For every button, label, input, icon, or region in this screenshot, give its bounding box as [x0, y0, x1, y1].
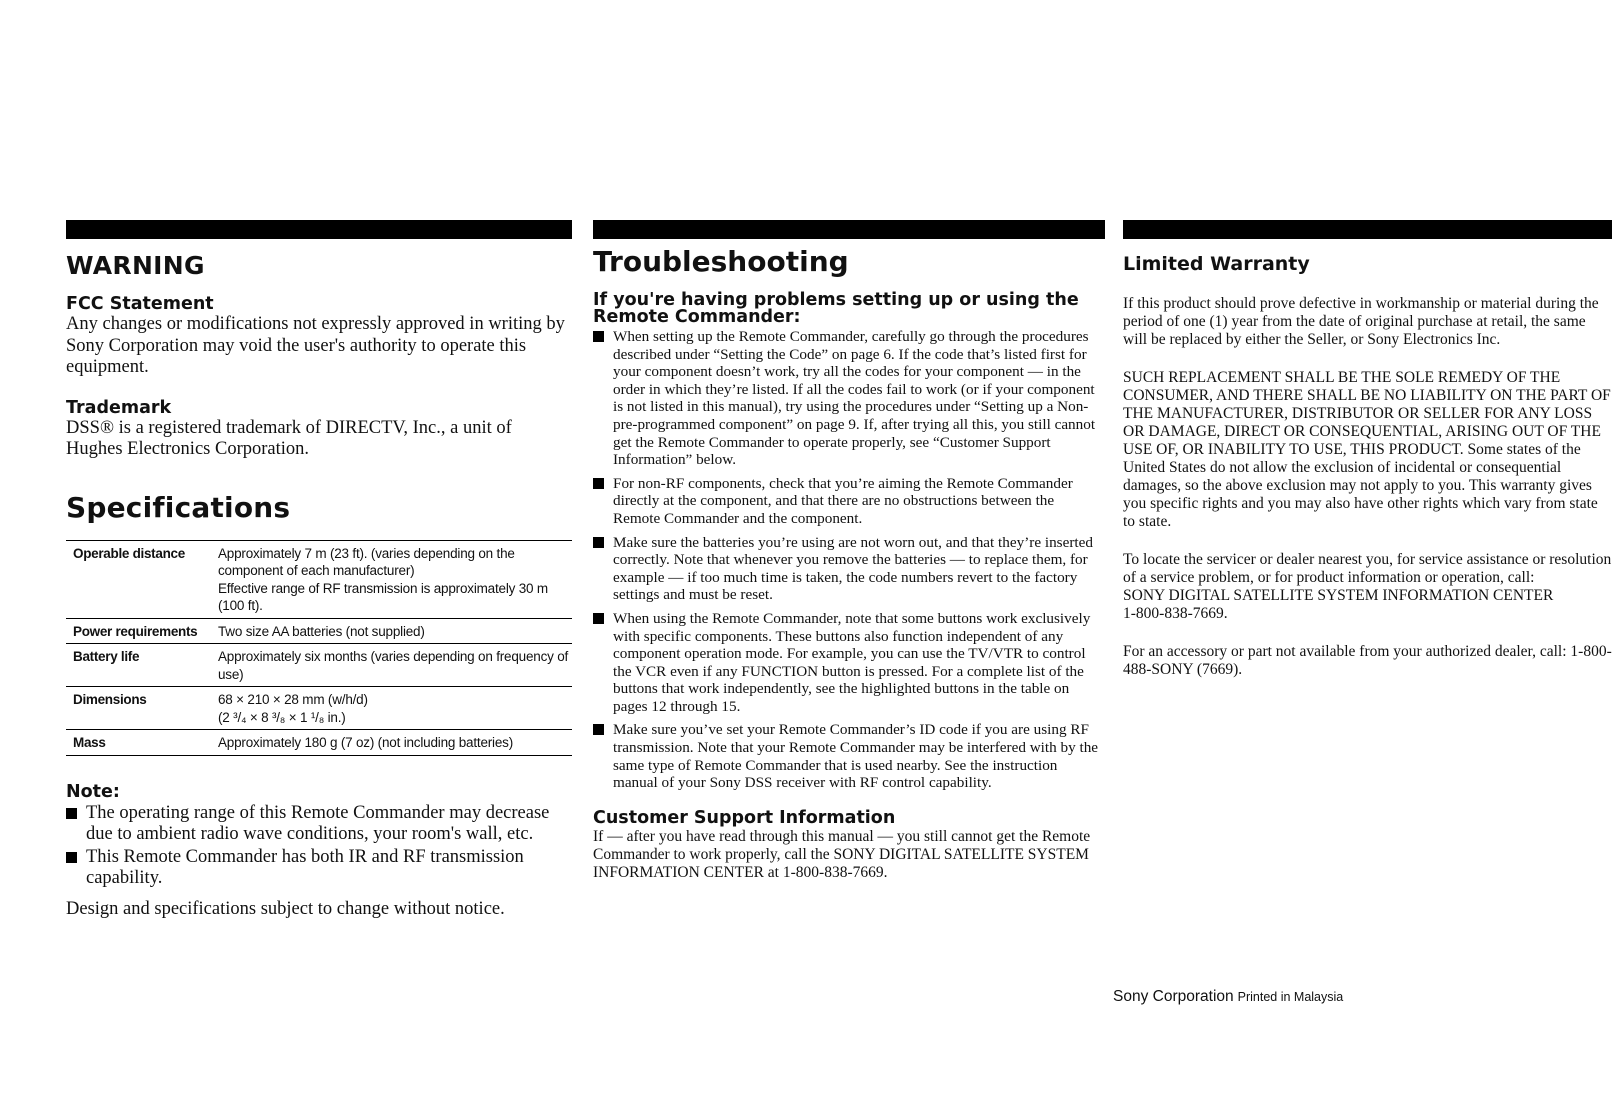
footer [1113, 988, 1343, 1006]
list-item [593, 475, 1105, 528]
table-row [66, 618, 572, 644]
item-text: For non-RF components, check that you’re aiming the Remote Commander directly at the component, and that there are no obstructions between the Remote Commander and the component. [613, 474, 1073, 527]
note-list [66, 803, 572, 890]
right-column [1123, 220, 1612, 679]
note-text: The operating range of this Remote Commander may decrease due to ambient radio wave conditions, your room's wall, etc. [86, 802, 550, 844]
warranty-paragraph: If this product should prove defective in workmanship or material during the period of one (1) year from the date of original purchase at retail, the same will be replaced by either the Seller, or Sony Electronics Inc. [1123, 295, 1599, 348]
note-text: This Remote Commander has both IR and RF transmission capability. [86, 846, 524, 888]
spec-label: Mass [66, 730, 218, 756]
item-text: When setting up the Remote Commander, carefully go through the procedures described under “Setting the Code” on page 6. If the code that’s listed first for your component doesn’t work, try all the codes for your component — in the order in which they’re listed. If all the codes fail to work (or if your component is not listed in this manual), try using the procedures under “Setting up a Non-pre-programmed component” on page 9. If, after trying all this, you still cannot get the Remote Commander to operate properly, see “Customer Support Information” below. [613, 328, 1096, 469]
troubleshooting-subtitle: If you're having problems setting up or using the Remote Commander: [593, 290, 1079, 327]
specifications-title: Specifications [66, 490, 291, 524]
list-item [593, 721, 1105, 791]
bullet-square-icon [593, 331, 604, 342]
spec-label: Dimensions [66, 687, 218, 730]
bullet-square-icon [593, 537, 604, 548]
spec-value-line: Approximately six months (varies depending on frequency of use) [218, 649, 569, 682]
list-item [593, 328, 1105, 469]
section-bar [1123, 220, 1612, 239]
spec-value [218, 687, 572, 730]
spec-label: Operable distance [66, 540, 218, 618]
item-text: When using the Remote Commander, note that some buttons work exclusively with specific components. These buttons also function independent of any component operation mode. For example, you can use the TV/VTR to control the VCR even if any FUNCTION button is pressed. For a complete list of the buttons that work independently, see the highlighted buttons in the table on pages 12 through 15. [613, 609, 1091, 715]
spec-value-line: Two size AA batteries (not supplied) [218, 623, 425, 639]
fcc-title: FCC Statement [66, 294, 214, 314]
bullet-square-icon [593, 478, 604, 489]
table-row [66, 730, 572, 756]
trademark-title: Trademark [66, 397, 172, 418]
warranty-paragraph: To locate the servicer or dealer nearest you, for service assistance or resolution of a service problem, or for product information or operation, call: [1123, 551, 1612, 586]
warning-title: WARNING [66, 251, 205, 280]
company-name: Sony Corporation [1113, 988, 1234, 1005]
spec-value [218, 618, 572, 644]
bullet-square-icon [593, 724, 604, 735]
bullet-square-icon [593, 613, 604, 624]
list-item [66, 803, 572, 846]
note-title: Note: [66, 781, 120, 802]
item-text: Make sure you’ve set your Remote Commander’s ID code if you are using RF transmission. Note that your Remote Commander may be interfered with by the same type of Remote Commander that is used nearby. See the instruction manual of your Sony DSS receiver with RF control capability. [613, 721, 1099, 792]
spec-value-line: 68 × 210 × 28 mm (w/h/d) [218, 692, 368, 707]
specifications-table [66, 540, 572, 756]
troubleshooting-list [593, 328, 1105, 792]
bullet-square-icon [66, 808, 77, 819]
spec-value [218, 644, 572, 687]
customer-support-text: If — after you have read through this manual — you still cannot get the Remote Commander to work properly, call the SONY DIGITAL SATELLITE SYSTEM INFORMATION CENTER at 1-800-838-7669. [593, 827, 1091, 881]
warranty-paragraph: For an accessory or part not available from your authorized dealer, call: 1-800-488-SONY (7669). [1123, 643, 1612, 678]
list-item [593, 534, 1105, 604]
fcc-text: Any changes or modifications not expressly approved in writing by Sony Corporation may void the user's authority to operate this equipment. [66, 314, 565, 377]
spec-value-line: Approximately 180 g (7 oz) (not including batteries) [218, 735, 514, 750]
left-column [66, 220, 572, 920]
spec-value-line: Effective range of RF transmission is approximately 30 m (100 ft). [218, 580, 548, 613]
section-bar [66, 220, 572, 239]
troubleshooting-title: Troubleshooting [593, 245, 849, 278]
spec-value [218, 540, 572, 618]
trademark-text: DSS® is a registered trademark of DIRECTV, Inc., a unit of Hughes Electronics Corporation. [66, 417, 512, 459]
warranty-paragraph: SUCH REPLACEMENT SHALL BE THE SOLE REMEDY OF THE CONSUMER, AND THERE SHALL BE NO LIABILITY ON THE PART OF THE MANUFACTURER, DISTRIBUTOR OR SELLER FOR ANY LOSS OR DAMAGE, DIRECT OR CONSEQUENTIAL, ARISING OUT OF THE USE OF, OR INABILITY TO USE, THIS PRODUCT. Some states of the United States do not allow the exclusion of incidental or consequential damages, so the above exclusion may not apply to you. This warranty gives you specific rights and you may also have other rights which vary from state to state. [1123, 369, 1611, 530]
spec-label: Power requirements [66, 618, 218, 644]
table-row [66, 687, 572, 730]
design-note: Design and specifications subject to change without notice. [66, 898, 505, 919]
section-bar [593, 220, 1105, 239]
table-row [66, 644, 572, 687]
bullet-square-icon [66, 852, 77, 863]
warranty-title: Limited Warranty [1123, 253, 1310, 275]
spec-value-line: (2 ³/₄ × 8 ³/₈ × 1 ¹/₈ in.) [218, 709, 346, 725]
list-item [66, 847, 572, 890]
customer-support-title: Customer Support Information [593, 807, 896, 828]
spec-value-line: Approximately 7 m (23 ft). (varies depending on the component of each manufacturer) [218, 545, 515, 578]
spec-value [218, 730, 572, 756]
warranty-phone: 1-800-838-7669. [1123, 605, 1228, 622]
list-item [593, 610, 1105, 716]
table-row [66, 540, 572, 618]
middle-column [593, 220, 1105, 882]
warranty-paragraph: SONY DIGITAL SATELLITE SYSTEM INFORMATION CENTER [1123, 587, 1554, 604]
item-text: Make sure the batteries you’re using are not worn out, and that they’re inserted correctly. Note that whenever you remove the batteries — to replace them, for example — if too much time is taken, the code numbers revert to the factory settings and must be reset. [613, 533, 1093, 604]
printed-in: Printed in Malaysia [1237, 990, 1344, 1004]
spec-label: Battery life [66, 644, 218, 687]
